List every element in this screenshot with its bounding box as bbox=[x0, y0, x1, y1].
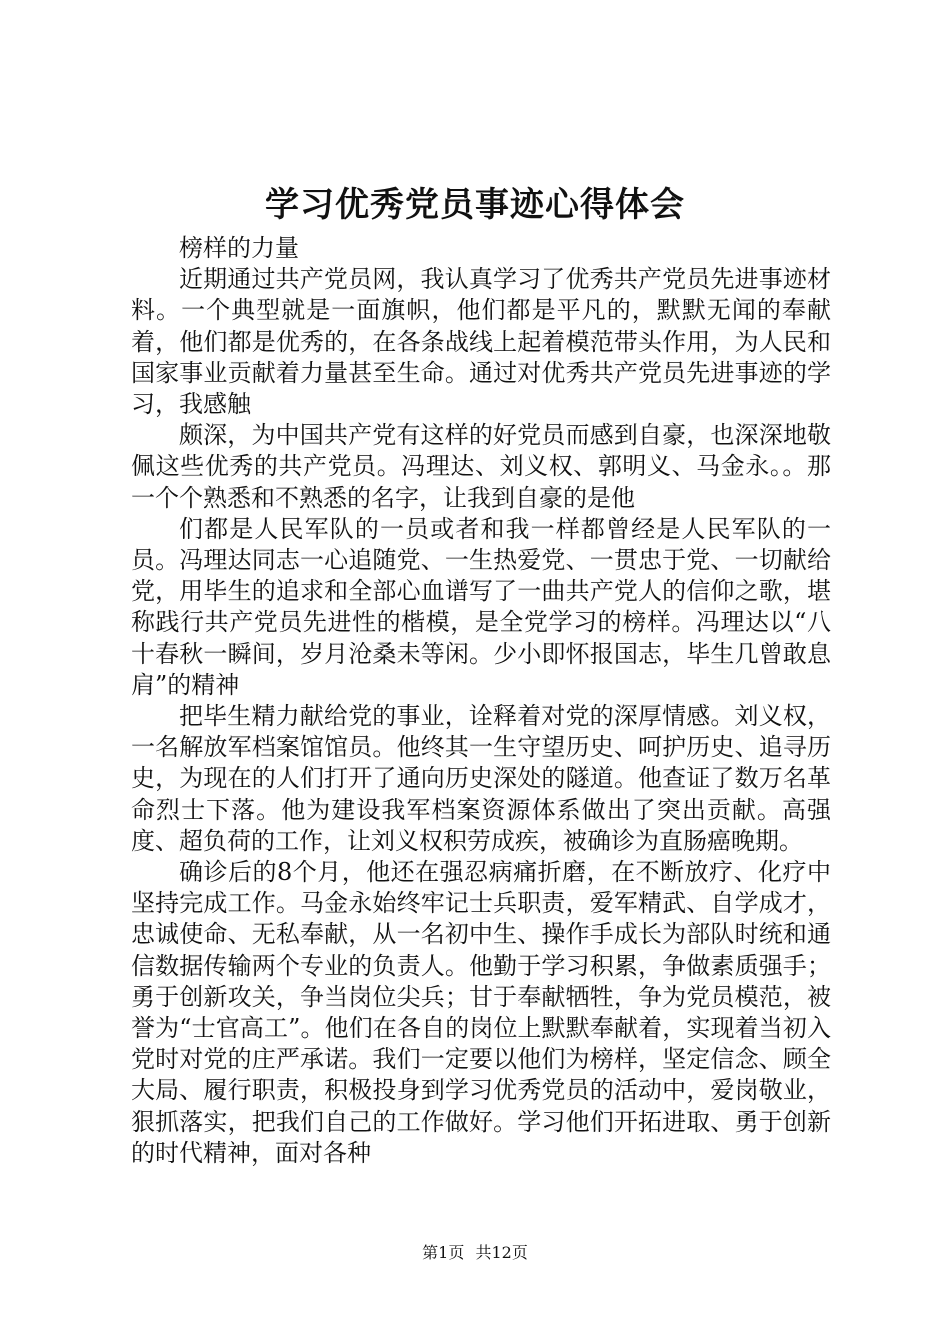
document-title: 学习优秀党员事迹心得体会 bbox=[265, 185, 685, 225]
paragraph: 确诊后的8个月，他还在强忍病痛折磨，在不断放疗、化疗中坚持完成工作。马金永始终牢记士兵职责，爱军精武、自学成才，忠诚使命、无私奉献，从一名初中生、操作手成长为部队时统和通信数据传输两个专业的负责人。他勤于学习积累，争做素质强手；勇于创新攻关，争当岗位尖兵；甘于奉献牺牲，争为党员模范，被誉为“士官高工”。他们在各自的岗位上默默奉献着，实现着当初入党时对党的庄严承诺。我们一定要以他们为榜样，坚定信念、顾全大局、履行职责，积极投身到学习优秀党员的活动中，爱岗敬业，狠抓落实，把我们自己的工作做好。学习他们开拓进取、勇于创新的时代精神，面对各种 bbox=[131, 858, 831, 1167]
paragraph: 近期通过共产党员网，我认真学习了优秀共产党员先进事迹材料。一个典型就是一面旗帜，他们都是平凡的，默默无闻的奉献着，他们都是优秀的，在各条战线上起着模范带头作用，为人民和国家事业贡献着力量甚至生命。通过对优秀共产党员先进事迹的学习，我感触 bbox=[131, 265, 831, 419]
paragraph: 颇深，为中国共产党有这样的好党员而感到自豪，也深深地敬佩这些优秀的共产党员。冯理达、刘义权、郭明义、马金永。。那一个个熟悉和不熟悉的名字，让我到自豪的是他 bbox=[131, 421, 831, 512]
page-total: 共12页 bbox=[475, 1243, 528, 1262]
page-footer bbox=[0, 1241, 950, 1265]
paragraph: 把毕生精力献给党的事业，诠释着对党的深厚情感。刘义权，一名解放军档案馆馆员。他终其一生守望历史、呵护历史、追寻历史，为现在的人们打开了通向历史深处的隧道。他查证了数万名革命烈士下落。他为建设我军档案资源体系做出了突出贡献。高强度、超负荷的工作，让刘义权积劳成疾，被确诊为直肠癌晚期。 bbox=[131, 702, 831, 855]
paragraph: 们都是人民军队的一员或者和我一样都曾经是人民军队的一员。冯理达同志一心追随党、一生热爱党、一贯忠于党、一切献给党，用毕生的追求和全部心血谱写了一曲共产党人的信仰之歌，堪称践行共产党员先进性的楷模，是全党学习的榜样。冯理达以“八十春秋一瞬间，岁月沧桑未等闲。少小即怀报国志，毕生几曾敢息肩”的精神 bbox=[131, 514, 831, 699]
page-number: 第1页 bbox=[422, 1243, 465, 1262]
paragraph-subtitle: 榜样的力量 bbox=[179, 234, 299, 262]
document-body bbox=[131, 233, 831, 1169]
